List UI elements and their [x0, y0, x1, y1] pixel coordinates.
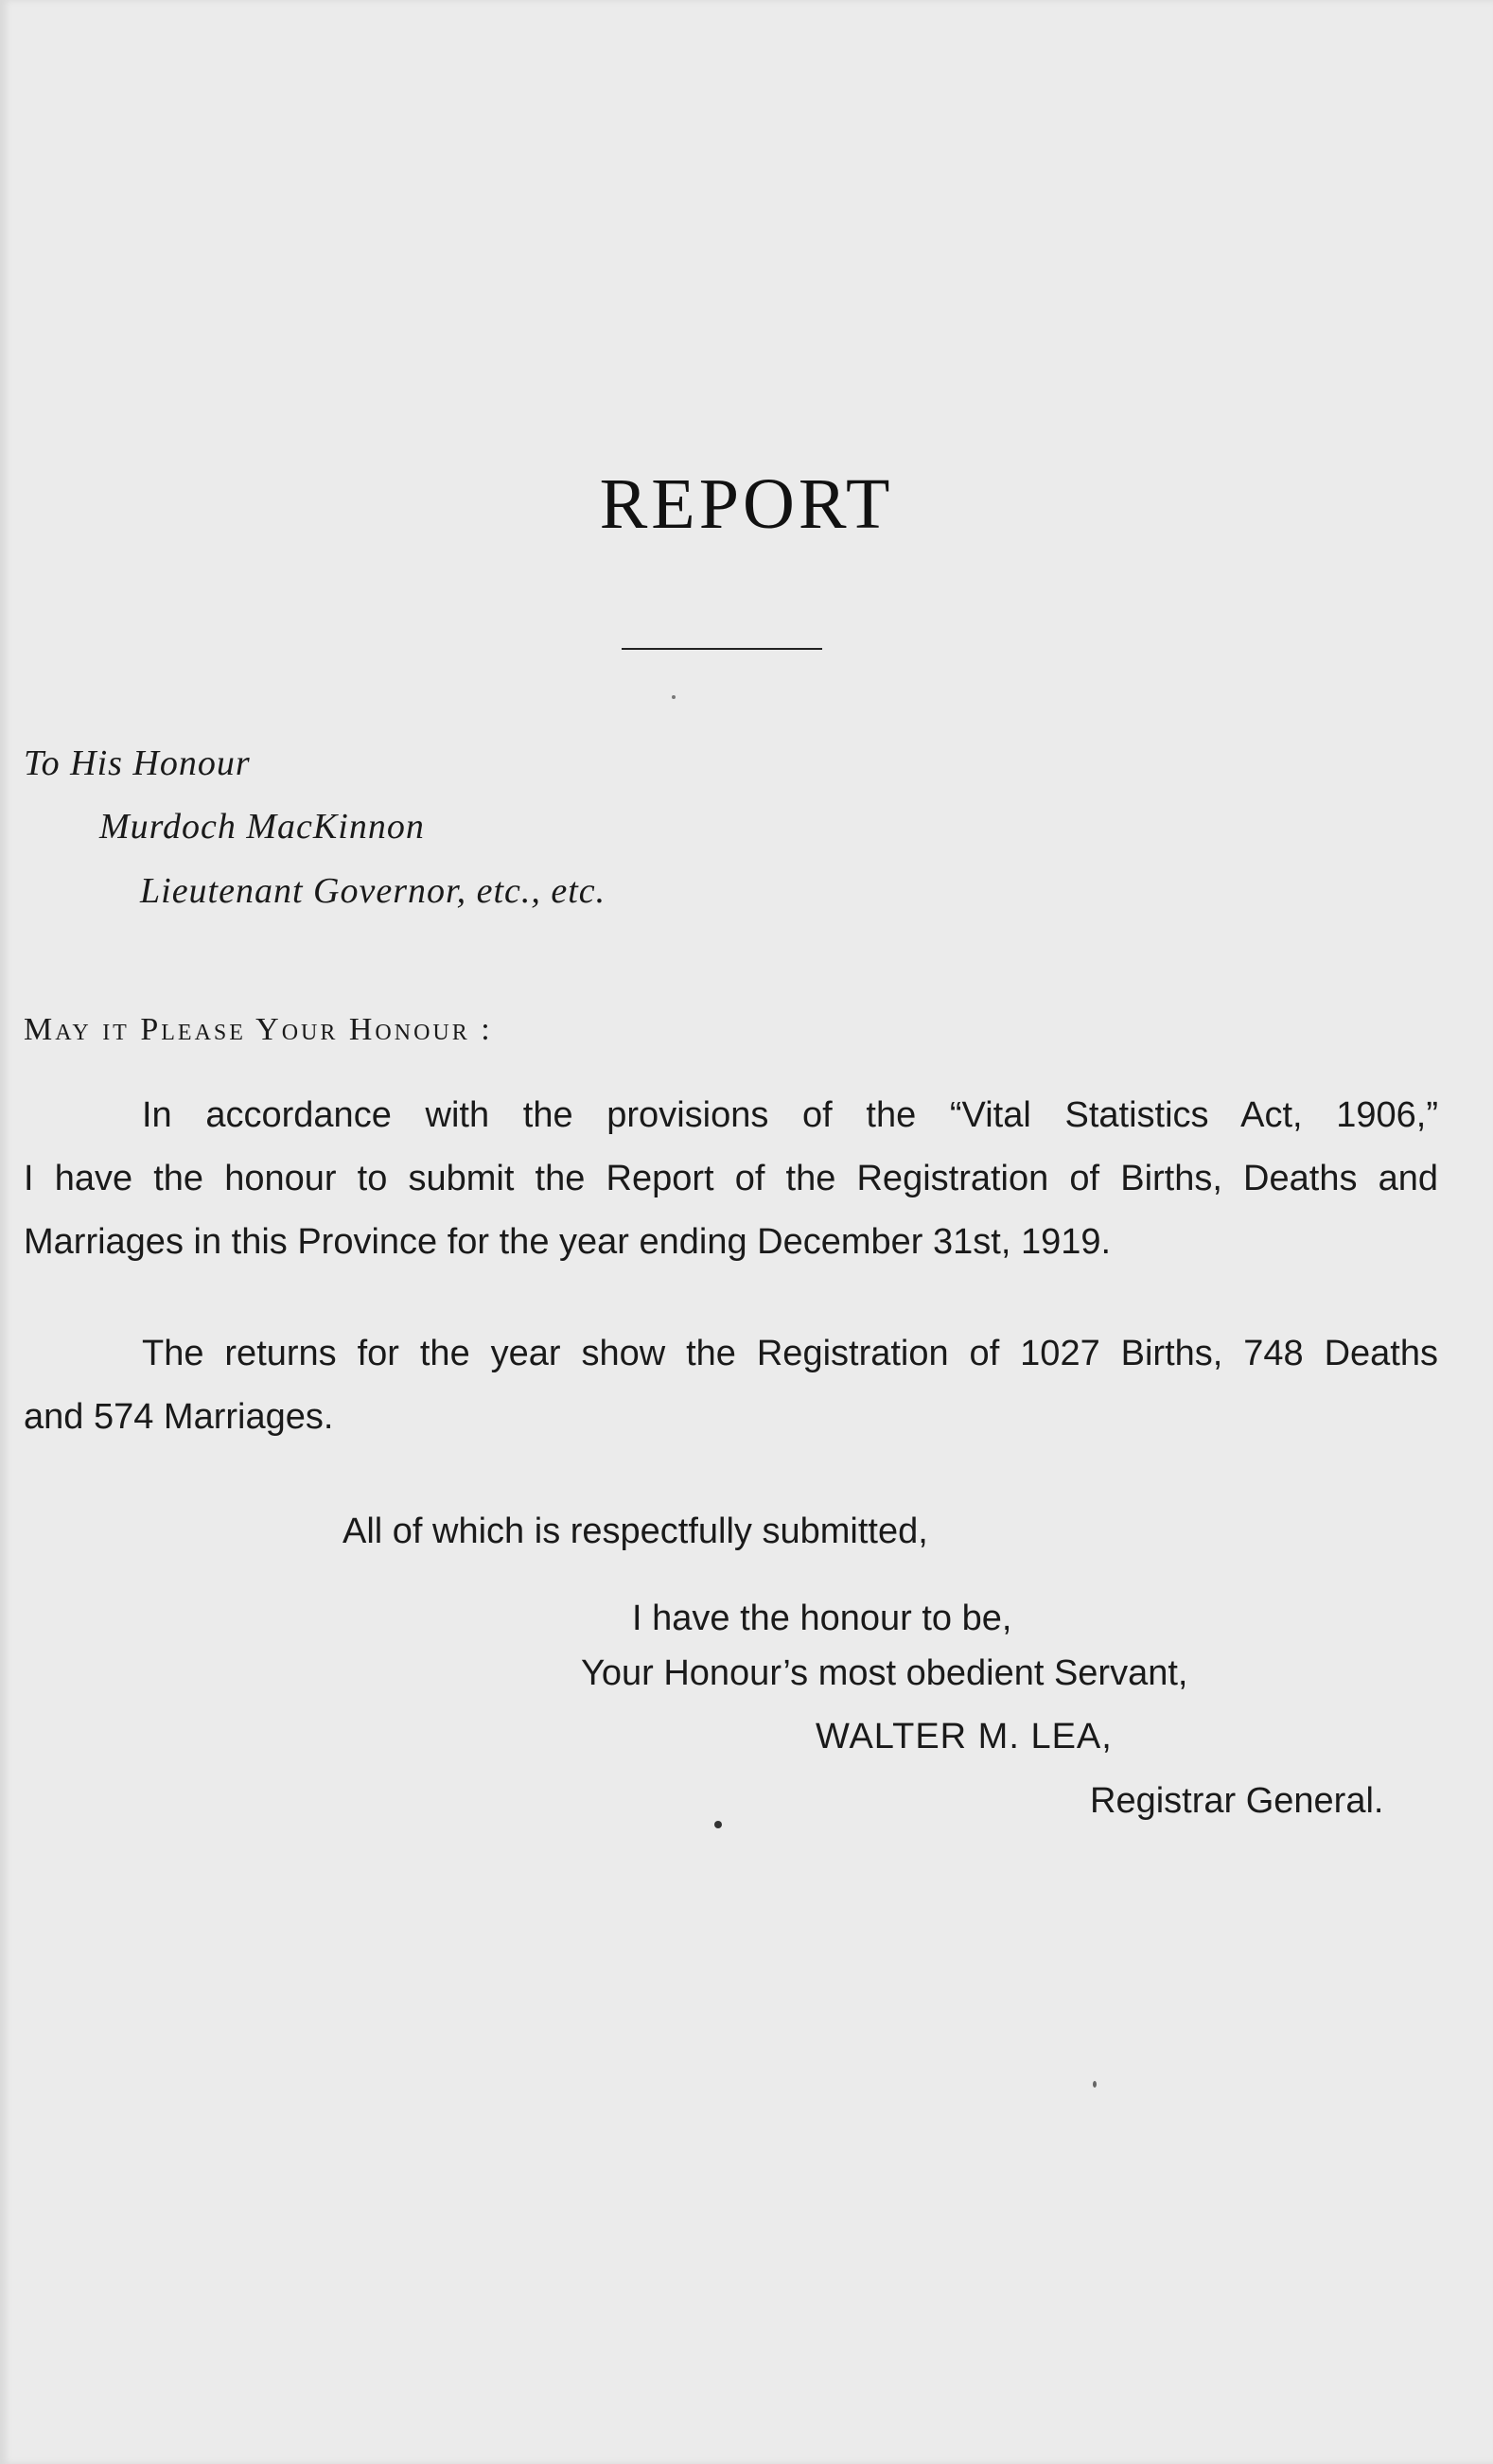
closing-honour: I have the honour to be,	[632, 1599, 1012, 1638]
closing-servant: Your Honour’s most obedient Servant,	[581, 1653, 1188, 1693]
signatory-position: Registrar General.	[1090, 1781, 1384, 1821]
paragraph-1-line-2: I have the honour to submit the Report of the Registration of Births, Deaths and	[24, 1159, 1438, 1198]
closing-submitted: All of which is respectfully submitted,	[343, 1512, 928, 1551]
paragraph-1-line-1: In accordance with the provisions of the “Vital Statistics Act, 1906,”	[142, 1095, 1438, 1135]
address-line-2: Murdoch MacKinnon	[99, 807, 425, 847]
signatory-name: WALTER M. LEA,	[816, 1717, 1113, 1756]
address-line-1: To His Honour	[24, 743, 251, 783]
salutation: May it Please Your Honour :	[24, 1012, 493, 1047]
ink-speck	[1093, 2081, 1097, 2088]
address-line-3: Lieutenant Governor, etc., etc.	[140, 871, 606, 911]
ink-speck	[714, 1821, 722, 1828]
ink-speck	[672, 695, 676, 699]
title-divider	[622, 648, 822, 650]
paragraph-2-line-1: The returns for the year show the Registration of 1027 Births, 748 Deaths	[142, 1334, 1438, 1373]
paragraph-2-line-2: and 574 Marriages.	[24, 1397, 334, 1437]
report-title: REPORT	[599, 464, 894, 544]
paragraph-1-line-3: Marriages in this Province for the year ending December 31st, 1919.	[24, 1222, 1112, 1262]
